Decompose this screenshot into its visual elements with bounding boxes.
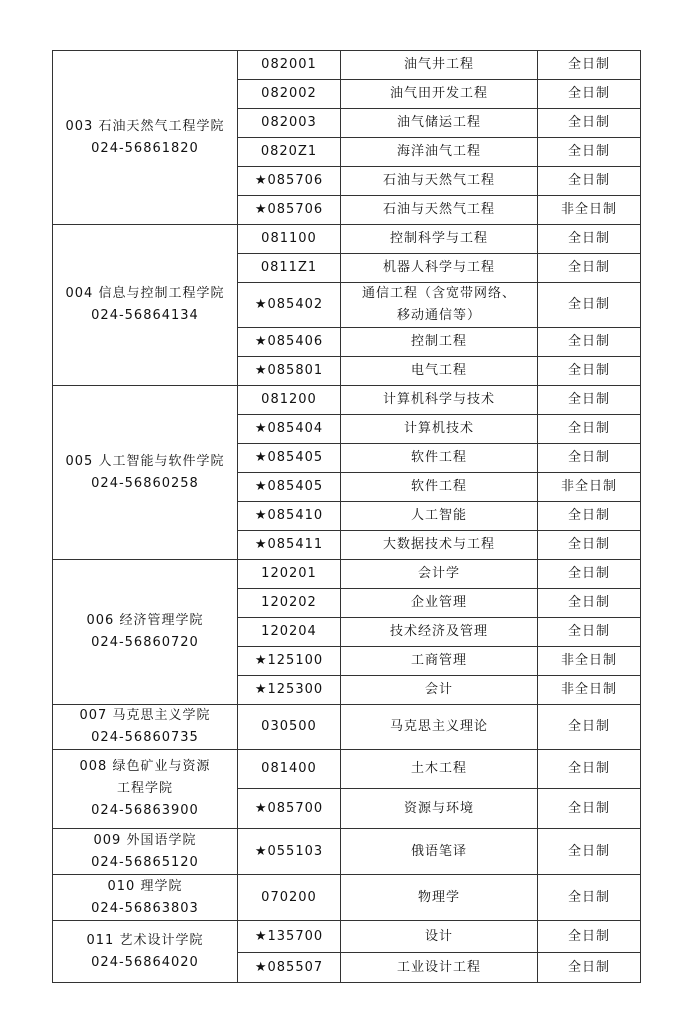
- study-mode: 全日制: [538, 705, 641, 750]
- table-row: [53, 829, 641, 875]
- college-cell: [53, 560, 238, 705]
- program-code: 082002: [238, 80, 341, 109]
- program-major: 计算机科学与技术: [341, 386, 538, 415]
- study-mode: 全日制: [538, 386, 641, 415]
- college-name: 009 外国语学院: [93, 832, 197, 848]
- program-major: 油气田开发工程: [341, 80, 538, 109]
- program-code: ★125100: [238, 647, 341, 676]
- table-row: [53, 705, 641, 750]
- program-code: ★085405: [238, 444, 341, 473]
- program-code: 070200: [238, 875, 341, 921]
- program-major: 人工智能: [341, 502, 538, 531]
- study-mode: 全日制: [538, 415, 641, 444]
- program-code: 0811Z1: [238, 254, 341, 283]
- program-major: 俄语笔译: [341, 829, 538, 875]
- program-code: 082003: [238, 109, 341, 138]
- program-code: ★085406: [238, 328, 341, 357]
- study-mode: 全日制: [538, 283, 641, 328]
- study-mode: 全日制: [538, 80, 641, 109]
- study-mode: 全日制: [538, 225, 641, 254]
- study-mode: 非全日制: [538, 473, 641, 502]
- college-cell: [53, 921, 238, 983]
- program-major: 控制工程: [341, 328, 538, 357]
- program-code: ★055103: [238, 829, 341, 875]
- program-major: 石油与天然气工程: [341, 196, 538, 225]
- table-row: [53, 560, 641, 589]
- program-major: 控制科学与工程: [341, 225, 538, 254]
- study-mode: 全日制: [538, 531, 641, 560]
- college-name: 011 艺术设计学院: [86, 932, 204, 948]
- college-phone: 024-56863803: [91, 900, 199, 916]
- program-code: 120201: [238, 560, 341, 589]
- program-code: 120204: [238, 618, 341, 647]
- college-phone: 024-56864134: [91, 308, 199, 323]
- study-mode: 全日制: [538, 789, 641, 829]
- study-mode: 全日制: [538, 829, 641, 875]
- program-code: 0820Z1: [238, 138, 341, 167]
- program-major: 设计: [341, 921, 538, 953]
- program-code: ★125300: [238, 676, 341, 705]
- program-major: 马克思主义理论: [341, 705, 538, 750]
- study-mode: 非全日制: [538, 196, 641, 225]
- college-cell: [53, 51, 238, 225]
- college-name: 006 经济管理学院: [86, 613, 204, 628]
- college-cell: [53, 386, 238, 560]
- program-major: 技术经济及管理: [341, 618, 538, 647]
- program-code: ★135700: [238, 921, 341, 953]
- program-code: ★085411: [238, 531, 341, 560]
- program-code: ★085706: [238, 196, 341, 225]
- table-row: [53, 875, 641, 921]
- program-major: 软件工程: [341, 473, 538, 502]
- college-name: 005 人工智能与软件学院: [65, 453, 225, 469]
- study-mode: 全日制: [538, 921, 641, 953]
- program-code: ★085402: [238, 283, 341, 328]
- program-code: ★085410: [238, 502, 341, 531]
- college-phone: 024-56863900: [91, 803, 199, 818]
- program-code: 030500: [238, 705, 341, 750]
- study-mode: 全日制: [538, 750, 641, 789]
- program-major: 工商管理: [341, 647, 538, 676]
- program-major: 会计学: [341, 560, 538, 589]
- program-major: 资源与环境: [341, 789, 538, 829]
- program-code: ★085706: [238, 167, 341, 196]
- program-major: 企业管理: [341, 589, 538, 618]
- program-major: 土木工程: [341, 750, 538, 789]
- program-major: 石油与天然气工程: [341, 167, 538, 196]
- program-major: 油气井工程: [341, 51, 538, 80]
- college-name: 007 马克思主义学院: [79, 708, 211, 723]
- college-cell: [53, 750, 238, 829]
- program-code: ★085507: [238, 953, 341, 983]
- study-mode: 全日制: [538, 51, 641, 80]
- study-mode: 非全日制: [538, 676, 641, 705]
- program-major: 软件工程: [341, 444, 538, 473]
- college-phone: 024-56860720: [91, 635, 199, 650]
- college-phone: 024-56865120: [91, 854, 199, 870]
- program-code: 081100: [238, 225, 341, 254]
- college-name: 008 绿色矿业与资源 工程学院: [79, 759, 211, 796]
- table-row: [53, 51, 641, 80]
- program-major: 电气工程: [341, 357, 538, 386]
- program-major: 油气储运工程: [341, 109, 538, 138]
- study-mode: 全日制: [538, 560, 641, 589]
- college-phone: 024-56860258: [91, 475, 199, 491]
- program-major: 工业设计工程: [341, 953, 538, 983]
- program-major: 物理学: [341, 875, 538, 921]
- study-mode: 全日制: [538, 953, 641, 983]
- program-major: 通信工程（含宽带网络、 移动通信等）: [341, 283, 538, 328]
- college-name: 003 石油天然气工程学院: [65, 118, 225, 134]
- study-mode: 全日制: [538, 109, 641, 138]
- study-mode: 全日制: [538, 138, 641, 167]
- program-major: 会计: [341, 676, 538, 705]
- study-mode: 全日制: [538, 444, 641, 473]
- college-phone: 024-56861820: [91, 140, 199, 156]
- table-row: [53, 386, 641, 415]
- program-code: ★085801: [238, 357, 341, 386]
- college-cell: [53, 829, 238, 875]
- study-mode: 全日制: [538, 357, 641, 386]
- program-code: ★085404: [238, 415, 341, 444]
- program-major: 机器人科学与工程: [341, 254, 538, 283]
- college-phone: 024-56860735: [91, 730, 199, 745]
- table-row: [53, 750, 641, 789]
- study-mode: 全日制: [538, 618, 641, 647]
- program-major: 大数据技术与工程: [341, 531, 538, 560]
- program-code: 081400: [238, 750, 341, 789]
- program-major: 海洋油气工程: [341, 138, 538, 167]
- study-mode: 全日制: [538, 589, 641, 618]
- study-mode: 非全日制: [538, 647, 641, 676]
- program-code: 081200: [238, 386, 341, 415]
- program-code: ★085405: [238, 473, 341, 502]
- table-row: [53, 921, 641, 953]
- table-row: [53, 225, 641, 254]
- college-name: 004 信息与控制工程学院: [65, 286, 225, 301]
- program-code: 120202: [238, 589, 341, 618]
- college-phone: 024-56864020: [91, 954, 199, 970]
- study-mode: 全日制: [538, 167, 641, 196]
- college-name: 010 理学院: [107, 878, 183, 894]
- college-cell: [53, 225, 238, 386]
- study-mode: 全日制: [538, 875, 641, 921]
- program-major: 计算机技术: [341, 415, 538, 444]
- study-mode: 全日制: [538, 502, 641, 531]
- program-table: [52, 50, 641, 983]
- study-mode: 全日制: [538, 254, 641, 283]
- college-cell: [53, 875, 238, 921]
- college-cell: [53, 705, 238, 750]
- program-code: ★085700: [238, 789, 341, 829]
- program-code: 082001: [238, 51, 341, 80]
- study-mode: 全日制: [538, 328, 641, 357]
